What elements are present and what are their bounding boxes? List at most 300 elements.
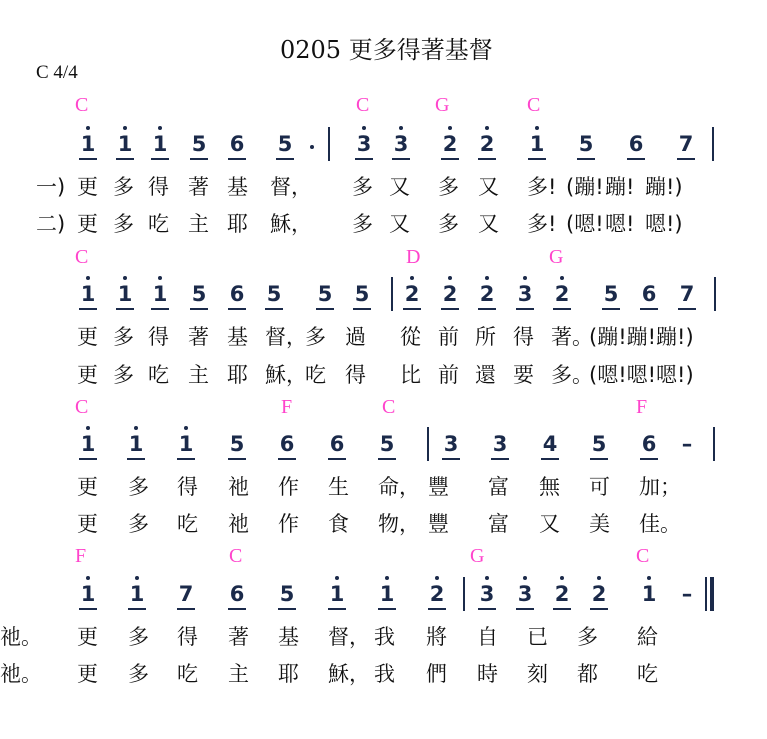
note-digit: 7 — [678, 132, 694, 156]
duration-underline — [79, 458, 97, 460]
chord-symbol: D — [406, 246, 421, 268]
note-digit: 3 — [517, 282, 533, 306]
duration-underline — [478, 158, 496, 160]
lyric-syllable: 得 — [177, 625, 198, 649]
lyric-syllable: 我 — [374, 625, 395, 649]
lyric-syllable: 吃 — [177, 662, 198, 686]
octave-dot — [86, 426, 90, 430]
lyric-syllable: 吃 — [148, 212, 169, 236]
lyric-syllable: 二) — [36, 212, 66, 236]
duration-underline — [378, 458, 396, 460]
lyric-syllable: 無 — [539, 475, 560, 499]
lyric-syllable: 自 — [477, 625, 498, 649]
duration-underline — [190, 158, 208, 160]
jianpu-note — [639, 278, 659, 310]
jianpu-note — [589, 428, 609, 460]
bar-line — [391, 277, 393, 311]
duration-underline — [116, 158, 134, 160]
duration-underline — [177, 608, 195, 610]
note-digit: 5 — [191, 132, 207, 156]
octave-dot — [399, 126, 403, 130]
lyric-syllable: 嗯!) — [645, 212, 683, 236]
duration-underline — [441, 158, 459, 160]
lyric-syllable: 加； — [639, 475, 681, 499]
duration-underline — [428, 608, 446, 610]
lyric-syllable: 多! — [527, 212, 557, 236]
chord-symbol: C — [636, 545, 650, 567]
duration-underline — [276, 158, 294, 160]
lyric-syllable: 更 — [77, 512, 98, 536]
note-digit: 5 — [603, 282, 619, 306]
chord-symbol: C — [75, 246, 89, 268]
note-digit: 3 — [356, 132, 372, 156]
duration-underline — [590, 458, 608, 460]
lyric-syllable: 督， — [270, 175, 312, 199]
lyric-syllable: 更 — [77, 625, 98, 649]
octave-dot — [134, 426, 138, 430]
lyric-syllable: 督， — [265, 325, 307, 349]
jianpu-note — [189, 278, 209, 310]
note-digit: 1 — [128, 432, 144, 456]
lyric-syllable: 將 — [426, 625, 447, 649]
jianpu-note — [264, 278, 284, 310]
octave-dot — [448, 126, 452, 130]
lyric-syllable: 得 — [148, 175, 169, 199]
octave-dot — [86, 126, 90, 130]
lyric-syllable: 穌， — [270, 212, 312, 236]
lyric-syllable: 得 — [345, 363, 366, 387]
jianpu-note — [150, 128, 170, 160]
note-digit: 7 — [178, 582, 194, 606]
jianpu-note — [676, 128, 696, 160]
duration-underline — [516, 308, 534, 310]
jianpu-note — [352, 278, 372, 310]
octave-dot — [123, 276, 127, 280]
octave-dot — [86, 576, 90, 580]
note-digit: 1 — [80, 282, 96, 306]
octave-dot — [362, 126, 366, 130]
note-digit: 1 — [178, 432, 194, 456]
duration-underline — [677, 158, 695, 160]
lyric-syllable: 給 — [637, 625, 658, 649]
jianpu-note — [275, 128, 295, 160]
lyric-syllable: 著 — [188, 325, 209, 349]
jianpu-note — [115, 128, 135, 160]
lyric-syllable: 多 — [128, 512, 149, 536]
bar-line — [712, 127, 714, 161]
note-digit: 2 — [429, 582, 445, 606]
octave-dot — [158, 126, 162, 130]
chord-symbol: F — [75, 545, 87, 567]
lyric-syllable: 祂 — [228, 475, 249, 499]
octave-dot — [597, 576, 601, 580]
lyric-syllable: 都 — [577, 662, 598, 686]
lyric-syllable: (蹦!蹦!蹦!) — [589, 325, 694, 349]
jianpu-note — [150, 278, 170, 310]
note-digit: 6 — [641, 432, 657, 456]
duration-underline — [328, 458, 346, 460]
lyric-syllable: 可 — [589, 475, 610, 499]
lyric-syllable: 著 — [188, 175, 209, 199]
note-digit: 7 — [679, 282, 695, 306]
jianpu-note — [277, 428, 297, 460]
duration-underline — [403, 308, 421, 310]
duration-underline — [128, 608, 146, 610]
note-digit: 3 — [517, 582, 533, 606]
chord-symbol: G — [549, 246, 564, 268]
note-digit: 1 — [529, 132, 545, 156]
duration-underline — [228, 608, 246, 610]
lyric-syllable: 美 — [589, 512, 610, 536]
lyric-syllable: 基 — [227, 175, 248, 199]
lyric-syllable: 穌， — [328, 662, 370, 686]
lyric-syllable: 已 — [527, 625, 548, 649]
jianpu-note — [589, 578, 609, 610]
lyric-syllable: 著。 — [551, 325, 593, 349]
lyric-syllable: 多 — [113, 175, 134, 199]
jianpu-note — [639, 578, 659, 610]
note-digit: 1 — [641, 582, 657, 606]
octave-dot — [485, 576, 489, 580]
lyric-syllable: 更 — [77, 662, 98, 686]
note-digit: 5 — [578, 132, 594, 156]
lyric-syllable: 耶 — [227, 363, 248, 387]
lyric-syllable: 多 — [305, 325, 326, 349]
octave-dot — [410, 276, 414, 280]
lyric-syllable: 多 — [113, 212, 134, 236]
note-digit: 5 — [379, 432, 395, 456]
duration-underline — [316, 308, 334, 310]
note-digit: 1 — [80, 582, 96, 606]
duration-underline — [491, 458, 509, 460]
note-digit: 2 — [554, 582, 570, 606]
jianpu-note — [440, 128, 460, 160]
chord-symbol: C — [75, 396, 89, 418]
note-digit: 5 — [354, 282, 370, 306]
lyric-syllable: 還 — [475, 363, 496, 387]
note-digit: 2 — [404, 282, 420, 306]
jianpu-note — [377, 428, 397, 460]
lyric-syllable: 吃 — [637, 662, 658, 686]
octave-dot — [135, 576, 139, 580]
chord-symbol: C — [229, 545, 243, 567]
jianpu-note — [176, 428, 196, 460]
duration-underline — [228, 308, 246, 310]
note-digit: 3 — [393, 132, 409, 156]
lyric-syllable: 所 — [475, 325, 496, 349]
lyric-syllable: 一) — [36, 175, 66, 199]
lyric-syllable: 得 — [177, 475, 198, 499]
jianpu-note — [78, 578, 98, 610]
octave-dot — [523, 276, 527, 280]
octave-dot — [485, 126, 489, 130]
lyric-syllable: 時 — [477, 662, 498, 686]
lyric-syllable: 又 — [478, 175, 499, 199]
octave-dot — [560, 276, 564, 280]
jianpu-note — [552, 578, 572, 610]
lyric-syllable: 主 — [228, 662, 249, 686]
octave-dot — [485, 276, 489, 280]
chord-symbol: C — [527, 94, 541, 116]
lyric-syllable: 更 — [77, 475, 98, 499]
lyric-syllable: 主 — [188, 212, 209, 236]
duration-underline — [378, 608, 396, 610]
jianpu-note — [626, 128, 646, 160]
duration-underline — [355, 158, 373, 160]
duration-underline — [640, 308, 658, 310]
note-digit: 2 — [442, 132, 458, 156]
note-digit: 4 — [542, 432, 558, 456]
duration-underline — [79, 608, 97, 610]
octave-dot — [158, 276, 162, 280]
lyric-syllable: 豐 — [428, 512, 449, 536]
jianpu-note — [227, 428, 247, 460]
octave-dot — [86, 276, 90, 280]
duration-underline — [553, 608, 571, 610]
duration-underline — [640, 458, 658, 460]
jianpu-note — [515, 278, 535, 310]
lyric-syllable: 吃 — [177, 512, 198, 536]
jianpu-note — [402, 278, 422, 310]
note-digit: 3 — [492, 432, 508, 456]
note-digit: 5 — [191, 282, 207, 306]
lyric-syllable: 多 — [128, 475, 149, 499]
duration-underline — [678, 308, 696, 310]
lyric-syllable: 吃 — [148, 363, 169, 387]
jianpu-note — [639, 428, 659, 460]
jianpu-note — [327, 428, 347, 460]
lyric-syllable: 祂 — [228, 512, 249, 536]
duration-underline — [79, 308, 97, 310]
duration-underline — [392, 158, 410, 160]
jianpu-note — [527, 128, 547, 160]
note-digit: 1 — [80, 132, 96, 156]
lyric-syllable: 刻 — [527, 662, 548, 686]
jianpu-note — [78, 428, 98, 460]
octave-dot — [448, 276, 452, 280]
lyric-syllable: 前 — [438, 325, 459, 349]
lyric-syllable: 要 — [513, 363, 534, 387]
lyric-syllable: 祂。 — [0, 662, 42, 686]
jianpu-note — [441, 428, 461, 460]
lyric-syllable: 得 — [148, 325, 169, 349]
lyric-syllable: 作 — [278, 512, 299, 536]
lyric-syllable: 基 — [278, 625, 299, 649]
lyric-syllable: 又 — [539, 512, 560, 536]
duration-underline — [442, 458, 460, 460]
lyric-syllable: 多 — [577, 625, 598, 649]
duration-underline — [228, 158, 246, 160]
duration-underline — [528, 158, 546, 160]
lyric-syllable: 多 — [128, 662, 149, 686]
lyric-syllable: 更 — [77, 212, 98, 236]
jianpu-note — [377, 578, 397, 610]
jianpu-note — [477, 578, 497, 610]
duration-underline — [602, 308, 620, 310]
duration-underline — [265, 308, 283, 310]
lyric-syllable: 過 — [345, 325, 366, 349]
bar-line — [705, 577, 707, 611]
duration-underline — [116, 308, 134, 310]
duration-underline — [151, 158, 169, 160]
note-digit: 2 — [554, 282, 570, 306]
note-digit: 1 — [117, 132, 133, 156]
lyric-syllable: 吃 — [305, 363, 326, 387]
jianpu-note — [115, 278, 135, 310]
note-digit: 5 — [279, 582, 295, 606]
duration-underline — [541, 458, 559, 460]
lyric-syllable: 多 — [352, 175, 373, 199]
duration-underline — [577, 158, 595, 160]
duration-underline — [353, 308, 371, 310]
octave-dot — [435, 576, 439, 580]
note-digit: 5 — [266, 282, 282, 306]
lyric-syllable: 又 — [389, 212, 410, 236]
lyric-syllable: 多! — [527, 175, 557, 199]
lyric-syllable: 得 — [513, 325, 534, 349]
note-digit: 6 — [229, 282, 245, 306]
lyric-syllable: 豐 — [428, 475, 449, 499]
jianpu-note — [277, 578, 297, 610]
note-digit: 6 — [641, 282, 657, 306]
lyric-syllable: 蹦! — [605, 175, 635, 199]
lyric-syllable: 更 — [77, 175, 98, 199]
bar-line — [463, 577, 465, 611]
lyric-syllable: (嗯!嗯!嗯!) — [589, 363, 694, 387]
duration-underline — [478, 308, 496, 310]
lyric-syllable: 多 — [352, 212, 373, 236]
duration-underline — [190, 308, 208, 310]
octave-dot — [335, 576, 339, 580]
bar-line — [328, 127, 330, 161]
jianpu-note — [490, 428, 510, 460]
note-digit: 5 — [591, 432, 607, 456]
note-digit: 6 — [229, 132, 245, 156]
note-digit: 3 — [443, 432, 459, 456]
lyric-syllable: (嗯! — [566, 212, 604, 236]
duration-underline — [441, 308, 459, 310]
lyric-syllable: 物， — [378, 512, 420, 536]
jianpu-note — [176, 578, 196, 610]
jianpu-note — [515, 578, 535, 610]
note-digit: 1 — [80, 432, 96, 456]
jianpu-note — [227, 578, 247, 610]
jianpu-note — [440, 278, 460, 310]
duration-underline — [151, 308, 169, 310]
jianpu-note — [391, 128, 411, 160]
chord-symbol: C — [356, 94, 370, 116]
bar-line — [714, 277, 716, 311]
lyric-syllable: 督， — [328, 625, 370, 649]
octave-dot — [535, 126, 539, 130]
final-bar-line — [710, 577, 714, 611]
note-digit: 1 — [152, 282, 168, 306]
lyric-syllable: 更 — [77, 363, 98, 387]
jianpu-note — [354, 128, 374, 160]
jianpu-note — [227, 128, 247, 160]
bar-line — [713, 427, 715, 461]
song-title: 0205 更多得著基督 — [280, 36, 493, 64]
duration-underline — [516, 608, 534, 610]
jianpu-note — [576, 128, 596, 160]
note-digit: 2 — [479, 282, 495, 306]
jianpu-note — [227, 278, 247, 310]
duration-underline — [627, 158, 645, 160]
chord-symbol: G — [470, 545, 485, 567]
duration-underline — [228, 458, 246, 460]
jianpu-note — [189, 128, 209, 160]
chord-symbol: F — [636, 396, 648, 418]
augmentation-dot — [310, 145, 314, 149]
duration-underline — [328, 608, 346, 610]
duration-underline — [590, 608, 608, 610]
lyric-syllable: 多 — [113, 325, 134, 349]
octave-dot — [123, 126, 127, 130]
lyric-syllable: 蹦!) — [645, 175, 683, 199]
lyric-syllable: 我 — [374, 662, 395, 686]
note-digit: 2 — [442, 282, 458, 306]
octave-dot — [560, 576, 564, 580]
jianpu-note — [552, 278, 572, 310]
lyric-syllable: 作 — [278, 475, 299, 499]
jianpu-note — [477, 128, 497, 160]
jianpu-note — [601, 278, 621, 310]
note-digit: 6 — [279, 432, 295, 456]
note-digit: 2 — [479, 132, 495, 156]
lyric-syllable: (蹦! — [566, 175, 604, 199]
duration-underline — [177, 458, 195, 460]
lyric-syllable: 富 — [488, 512, 509, 536]
note-digit: 1 — [329, 582, 345, 606]
lyric-syllable: 耶 — [227, 212, 248, 236]
jianpu-note — [677, 278, 697, 310]
note-digit: 1 — [379, 582, 395, 606]
bar-line — [427, 427, 429, 461]
jianpu-note — [477, 278, 497, 310]
octave-dot — [647, 576, 651, 580]
lyric-syllable: 命， — [378, 475, 420, 499]
lyric-syllable: 穌， — [265, 363, 307, 387]
note-digit: 1 — [117, 282, 133, 306]
lyric-syllable: 富 — [488, 475, 509, 499]
lyric-syllable: 多 — [128, 625, 149, 649]
chord-symbol: C — [382, 396, 396, 418]
lyric-syllable: 前 — [438, 363, 459, 387]
note-digit: 5 — [277, 132, 293, 156]
note-digit: 1 — [152, 132, 168, 156]
octave-dot — [184, 426, 188, 430]
jianpu-note — [78, 278, 98, 310]
jianpu-note — [540, 428, 560, 460]
duration-underline — [553, 308, 571, 310]
key-signature: C 4/4 — [36, 62, 78, 83]
lyric-syllable: 更 — [77, 325, 98, 349]
lyric-syllable: 多。 — [551, 363, 593, 387]
lyric-syllable: 多 — [438, 212, 459, 236]
lyric-syllable: 嗯! — [605, 212, 635, 236]
lyric-syllable: 生 — [328, 475, 349, 499]
lyric-syllable: 從 — [400, 325, 421, 349]
chord-symbol: C — [75, 94, 89, 116]
note-digit: 2 — [591, 582, 607, 606]
duration-underline — [478, 608, 496, 610]
lyric-syllable: 食 — [328, 512, 349, 536]
jianpu-note — [427, 578, 447, 610]
duration-underline — [127, 458, 145, 460]
duration-underline — [278, 458, 296, 460]
octave-dot — [523, 576, 527, 580]
hold-dash: – — [681, 582, 693, 606]
